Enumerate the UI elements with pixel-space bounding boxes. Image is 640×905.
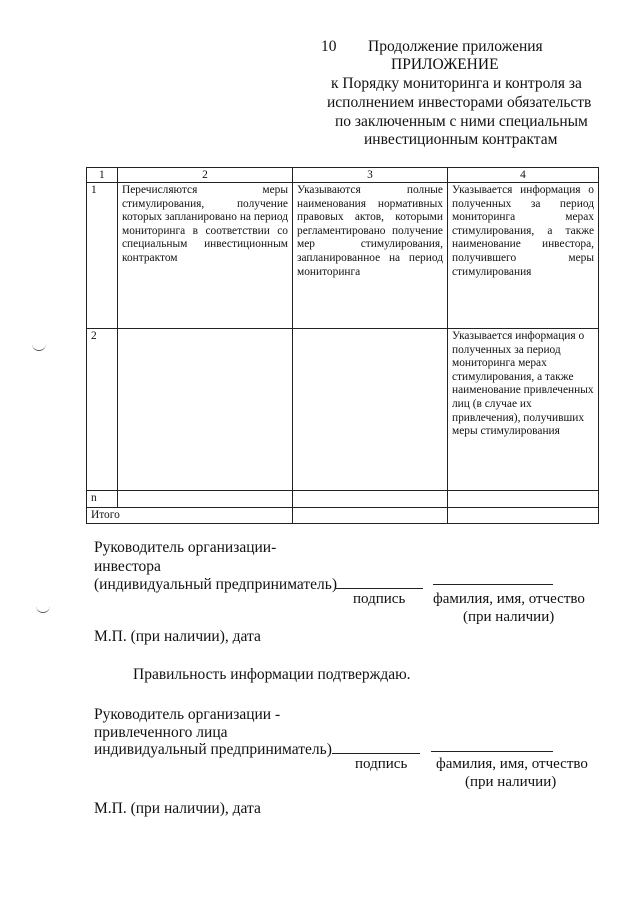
table-total-row — [87, 507, 599, 524]
confirmation-text: Правильность информации подтверждаю. — [133, 666, 411, 683]
appendix-subtitle-line-4: инвестиционным контрактам — [364, 131, 558, 148]
table-cell: Указываются полные наименования нормативных правовых актов, которыми регламентировано получение мер стимулирования, запланированное на период мониторинга — [293, 183, 448, 329]
signature-caption: подпись — [355, 756, 408, 772]
table-row — [87, 183, 599, 329]
continuation-label: Продолжение приложения — [368, 38, 543, 55]
table-cell — [293, 491, 448, 508]
column-header: 2 — [118, 168, 293, 183]
monitoring-table — [86, 167, 599, 524]
name-caption: фамилия, имя, отчество — [433, 591, 585, 607]
signer2-title-line-1: Руководитель организации - — [94, 706, 281, 723]
table-cell — [448, 491, 599, 508]
appendix-title: ПРИЛОЖЕНИЕ — [391, 56, 499, 73]
stamp-date-label: М.П. (при наличии), дата — [94, 628, 261, 645]
page-number: 10 — [321, 38, 337, 55]
row-number: 2 — [87, 329, 118, 491]
table-cell — [293, 507, 448, 524]
table-cell: Указывается информация о полученных за период мониторинга мерах стимулирования, а также наименование инвестора, получившего меры стимулирования — [448, 183, 599, 329]
table-row — [87, 491, 599, 508]
signer1-title-line-2: инвестора — [94, 558, 161, 575]
binding-mark — [32, 342, 46, 351]
column-header: 1 — [87, 168, 118, 183]
table-cell: Указывается информация о полученных за период мониторинга мерах стимулирования, а также наименование привлеченных лиц (в случае их привлечения), получивших меры стимулирования — [448, 329, 599, 491]
table-cell — [118, 329, 293, 491]
column-header: 4 — [448, 168, 599, 183]
name-line — [433, 584, 553, 585]
table-row — [87, 329, 599, 491]
appendix-subtitle-line-3: по заключенным с ними специальным — [335, 113, 588, 130]
table-cell — [448, 507, 599, 524]
signer1-title-line-1: Руководитель организации- — [94, 539, 277, 556]
row-number: n — [87, 491, 118, 508]
signature-caption: подпись — [353, 591, 406, 607]
table-header-row — [87, 168, 599, 183]
name-caption-note: (при наличии) — [465, 774, 557, 790]
signer2-title-line-3: индивидуальный предприниматель) — [94, 741, 332, 758]
signature-line — [335, 588, 423, 589]
binding-mark — [36, 604, 50, 613]
name-line — [431, 751, 553, 752]
name-caption-note: (при наличии) — [463, 609, 555, 625]
table-cell: Перечисляются меры стимулирования, получение которых запланировано на период мониторинга в соответствии со специальным инвестиционным контрактом — [118, 183, 293, 329]
appendix-subtitle-line-1: к Порядку мониторинга и контроля за — [331, 75, 582, 92]
signer1-title-line-3: (индивидуальный предприниматель) — [94, 576, 338, 593]
appendix-subtitle-line-2: исполнением инвесторами обязательств — [327, 94, 592, 111]
name-caption: фамилия, имя, отчество — [436, 756, 588, 772]
column-header: 3 — [293, 168, 448, 183]
table-cell — [118, 491, 293, 508]
signer2-title-line-2: привлеченного лица — [94, 724, 228, 741]
stamp-date-label: М.П. (при наличии), дата — [94, 800, 261, 817]
row-number: 1 — [87, 183, 118, 329]
total-label: Итого — [87, 507, 293, 524]
signature-line — [332, 753, 420, 754]
table-cell — [293, 329, 448, 491]
